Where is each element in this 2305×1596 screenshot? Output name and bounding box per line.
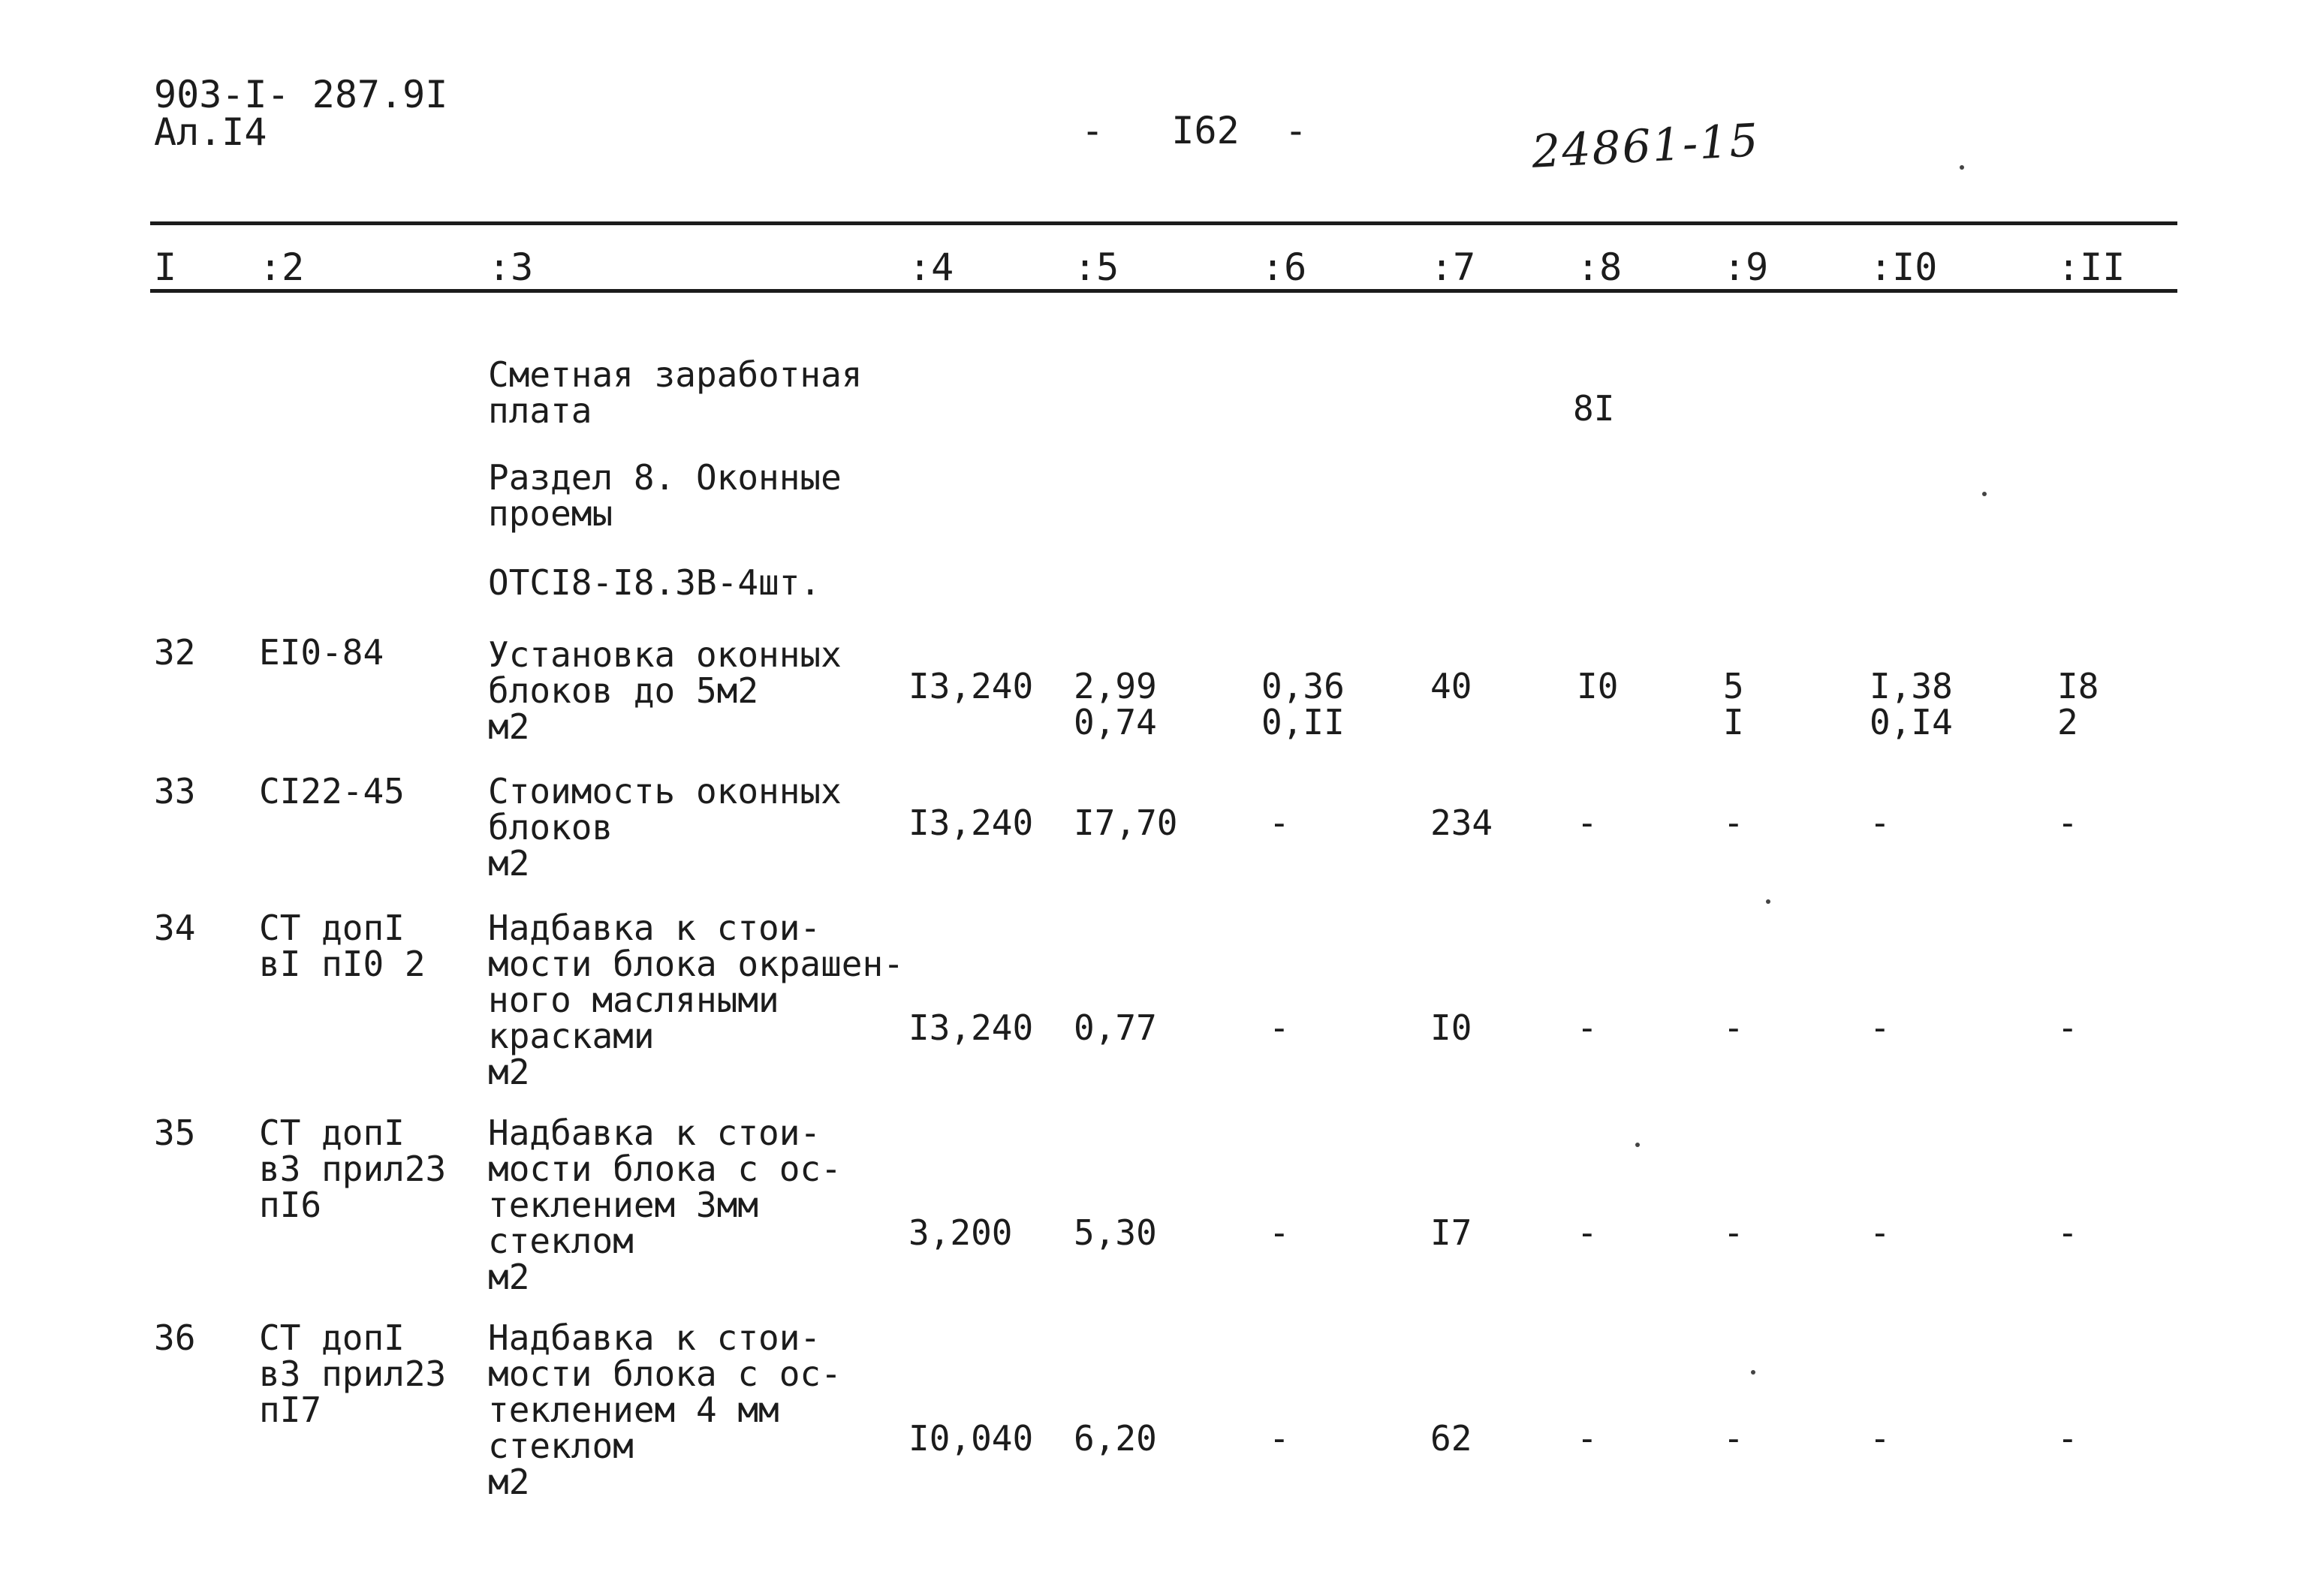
row-col7: 62 <box>1430 1418 1472 1459</box>
row-quantity: I0,040 <box>908 1418 1034 1459</box>
row-col10: - <box>1870 1212 1891 1253</box>
row-col8: - <box>1577 803 1598 843</box>
scan-speck <box>1635 1143 1640 1147</box>
row-col11: - <box>2057 1418 2078 1459</box>
row-col6: - <box>1269 1212 1290 1253</box>
row-description: Стоимость оконных блоков м2 <box>488 771 842 884</box>
row-col9: - <box>1723 803 1744 843</box>
scan-speck <box>1960 165 1964 170</box>
row-col6: 0,36 0,II <box>1261 666 1345 742</box>
row-col5: 5,30 <box>1074 1212 1157 1253</box>
row-description: Надбавка к стои- мости блока окрашен- ного масляными красками м2 <box>488 908 904 1092</box>
page-number: - I62 - <box>1081 109 1308 152</box>
row-col8: - <box>1577 1418 1598 1459</box>
row-col8: I0 <box>1577 666 1619 706</box>
window-spec: ОТСI8-I8.3В-4шт. <box>488 562 821 603</box>
scan-speck <box>1766 899 1770 904</box>
row-col7: I0 <box>1430 1007 1472 1048</box>
sheet-label: Ал.I4 <box>154 110 267 154</box>
row-col7: 40 <box>1430 666 1472 706</box>
row-col6: - <box>1269 1007 1290 1048</box>
row-col9: 5 I <box>1723 666 1744 742</box>
row-number: 36 <box>154 1317 196 1358</box>
table-top-rule <box>150 221 2177 225</box>
column-header: :6 <box>1261 245 1307 289</box>
row-col5: 6,20 <box>1074 1418 1157 1459</box>
column-header: :3 <box>488 245 534 289</box>
row-code: СI22-45 <box>259 771 405 812</box>
column-header: :8 <box>1577 245 1623 289</box>
column-header: :2 <box>259 245 305 289</box>
row-number: 32 <box>154 632 196 673</box>
row-col9: - <box>1723 1418 1744 1459</box>
row-description: Надбавка к стои- мости блока с ос- теклением 4 мм стеклом м2 <box>488 1317 842 1502</box>
column-header: I <box>154 245 177 289</box>
row-col8: - <box>1577 1212 1598 1253</box>
table-header-rule <box>150 289 2177 293</box>
estimated-wage-label: Сметная заработная плата <box>488 354 863 431</box>
row-quantity: 3,200 <box>908 1212 1013 1253</box>
row-description: Установка оконных блоков до 5м2 м2 <box>488 634 842 747</box>
row-col9: - <box>1723 1007 1744 1048</box>
row-code: СТ допI в3 прил23 пI7 <box>259 1317 447 1430</box>
row-code: СТ допI в3 прил23 пI6 <box>259 1113 447 1225</box>
column-header: :9 <box>1723 245 1769 289</box>
column-header: :II <box>2057 245 2126 289</box>
row-number: 33 <box>154 771 196 812</box>
row-number: 35 <box>154 1113 196 1153</box>
column-header: :7 <box>1430 245 1476 289</box>
row-col10: - <box>1870 803 1891 843</box>
row-col10: - <box>1870 1007 1891 1048</box>
row-col5: I7,70 <box>1074 803 1178 843</box>
scan-speck <box>1751 1370 1755 1375</box>
row-col7: 234 <box>1430 803 1493 843</box>
row-quantity: I3,240 <box>908 803 1034 843</box>
row-col11: I8 2 <box>2057 666 2099 742</box>
row-quantity: I3,240 <box>908 666 1034 706</box>
row-col11: - <box>2057 1212 2078 1253</box>
column-header: :I0 <box>1870 245 1938 289</box>
section-title: Раздел 8. Оконные проемы <box>488 457 842 534</box>
column-header: :4 <box>908 245 954 289</box>
row-col8: - <box>1577 1007 1598 1048</box>
document-code: 903-I- 287.9I <box>154 73 448 116</box>
row-code: СТ допI вI пI0 2 <box>259 908 426 984</box>
row-col7: I7 <box>1430 1212 1472 1253</box>
row-col11: - <box>2057 1007 2078 1048</box>
row-col11: - <box>2057 803 2078 843</box>
row-col6: - <box>1269 803 1290 843</box>
scan-speck <box>1982 492 1987 496</box>
column-header: :5 <box>1074 245 1119 289</box>
handwritten-code: 24861-15 <box>1530 114 1761 179</box>
row-col10: - <box>1870 1418 1891 1459</box>
row-number: 34 <box>154 908 196 948</box>
row-quantity: I3,240 <box>908 1007 1034 1048</box>
row-code: ЕI0-84 <box>259 632 384 673</box>
estimated-wage-value: 8I <box>1573 388 1615 429</box>
row-col6: - <box>1269 1418 1290 1459</box>
row-description: Надбавка к стои- мости блока с ос- теклением 3мм стеклом м2 <box>488 1113 842 1297</box>
row-col5: 2,99 0,74 <box>1074 666 1157 742</box>
row-col9: - <box>1723 1212 1744 1253</box>
row-col10: I,38 0,I4 <box>1870 666 1953 742</box>
row-col5: 0,77 <box>1074 1007 1157 1048</box>
